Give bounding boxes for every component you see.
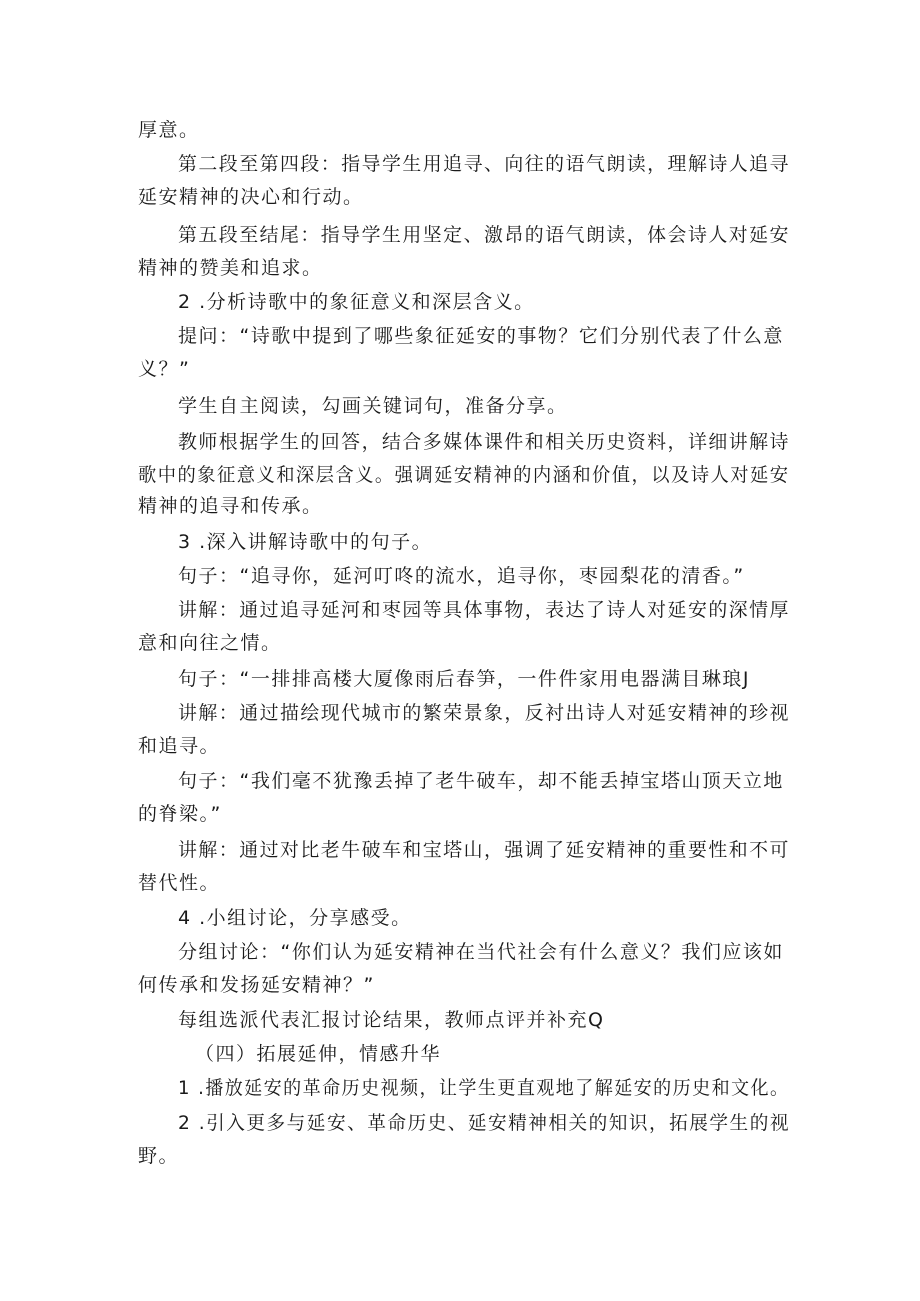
text-line: 何传承和发扬延安精神？”	[138, 974, 375, 996]
text-line: 歌中的象征意义和深层含义。强调延安精神的内涵和价值，以及诗人对延安	[138, 464, 790, 486]
text-line: 义？”	[138, 358, 191, 380]
text-line: 句子：“追寻你，延河叮咚的流水，追寻你，枣园梨花的清香。”	[178, 565, 745, 587]
text-line: 教师根据学生的回答，结合多媒体课件和相关历史资料，详细讲解诗	[178, 431, 790, 453]
text-line: 2 .引入更多与延安、革命历史、延安精神相关的知识，拓展学生的视	[178, 1112, 790, 1134]
text-line: 3 .深入讲解诗歌中的句子。	[178, 531, 433, 553]
text-line: 意和向往之情。	[138, 632, 282, 654]
text-line: 野。	[138, 1145, 180, 1167]
text-line: 4 .小组讨论，分享感受。	[178, 907, 412, 929]
text-line: 1 .播放延安的革命历史视频，让学生更直观地了解延安的历史和文化。	[178, 1077, 790, 1099]
text-line: 讲解：通过追寻延河和枣园等具体事物，表达了诗人对延安的深情厚	[178, 599, 790, 621]
text-line: 厚意。	[138, 119, 200, 141]
text-line: 讲解：通过描绘现代城市的繁荣景象，反衬出诗人对延安精神的珍视	[178, 702, 790, 724]
text-line: 2 .分析诗歌中的象征意义和深层含义。	[178, 291, 535, 313]
text-line: 学生自主阅读，勾画关键词句，准备分享。	[178, 395, 568, 417]
text-line: 每组选派代表汇报讨论结果，教师点评并补充Q	[178, 1009, 605, 1031]
text-line: 和追寻。	[138, 735, 221, 757]
section-heading: （四）拓展延伸，情感升华	[195, 1043, 442, 1065]
text-line: 的脊梁。”	[138, 803, 222, 825]
text-line: 提问：“诗歌中提到了哪些象征延安的事物？它们分别代表了什么意	[178, 325, 784, 347]
text-line: 讲解：通过对比老牛破车和宝塔山，强调了延安精神的重要性和不可	[178, 839, 790, 861]
text-line: 第二段至第四段：指导学生用追寻、向往的语气朗读，理解诗人追寻	[178, 153, 790, 175]
text-line: 第五段至结尾：指导学生用坚定、激昂的语气朗读，体会诗人对延安	[178, 224, 790, 246]
text-line: 分组讨论：“你们认为延安精神在当代社会有什么意义？我们应该如	[178, 941, 784, 963]
text-line: 句子：“一排排高楼大厦像雨后春笋，一件件家用电器满目琳琅J	[178, 668, 750, 690]
text-line: 精神的赞美和追求。	[138, 257, 323, 279]
text-line: 句子：“我们毫不犹豫丢掉了老牛破车，却不能丢掉宝塔山顶天立地	[178, 770, 784, 792]
text-line: 精神的追寻和传承。	[138, 495, 323, 517]
text-line: 延安精神的决心和行动。	[138, 186, 364, 208]
text-line: 替代性。	[138, 872, 221, 894]
